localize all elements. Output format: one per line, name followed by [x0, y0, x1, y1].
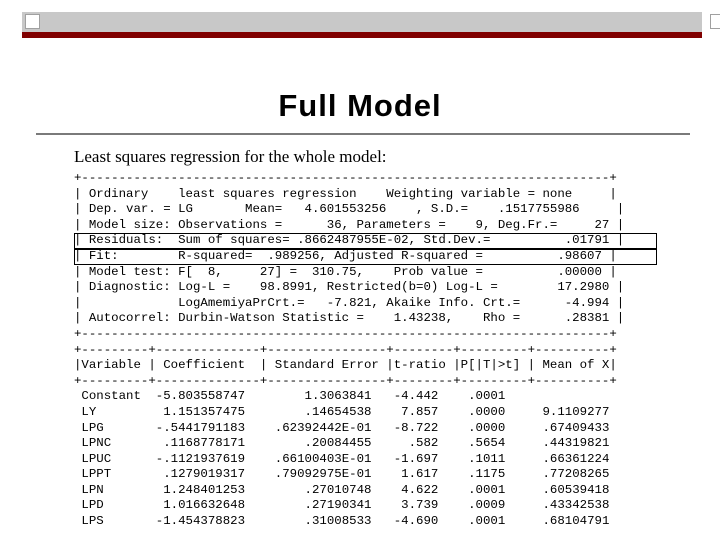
cell-t-ratio: 7.857	[371, 404, 439, 419]
header-line: | Dep. var. = LG Mean= 4.601553256 , S.D.= .1517755986 |	[74, 202, 625, 217]
cell-variable: LPS	[74, 514, 149, 529]
table-row	[74, 389, 624, 405]
header-line: | Ordinary least squares regression Weighting variable = none |	[74, 186, 617, 201]
cell-p-value: .0009	[438, 498, 506, 513]
cell-coefficient: .1279019317	[148, 467, 246, 482]
cell-variable: LPNC	[74, 436, 149, 451]
cell-variable: Constant	[74, 389, 149, 404]
table-row	[74, 452, 624, 468]
coefficient-rows	[74, 389, 624, 529]
cell-standard-error: .66100403E-01	[245, 451, 372, 466]
output-subtitle: Least squares regression for the whole model:	[74, 147, 387, 166]
cell-variable: LPD	[74, 498, 149, 513]
cell-mean-of-x: .67409433	[505, 420, 610, 435]
cell-standard-error: .20084455	[245, 436, 372, 451]
cell-coefficient: 1.248401253	[148, 482, 246, 497]
table-row	[74, 498, 624, 514]
cell-t-ratio: -4.442	[371, 389, 439, 404]
table-header-line: |Variable | Coefficient | Standard Error |t-ratio |P[|T|>t] | Mean of X|	[74, 358, 617, 373]
slide-title: Full Model	[278, 88, 442, 123]
cell-variable: LPG	[74, 420, 149, 435]
table-border-line: +---------+--------------+----------------+--------+---------+----------+	[74, 373, 617, 388]
cell-standard-error: .62392442E-01	[245, 420, 372, 435]
cell-coefficient: -.1121937619	[148, 451, 246, 466]
header-line: +-----------------------------------------------------------------------+	[74, 171, 617, 185]
corner-square-right-1	[710, 14, 720, 29]
table-row	[74, 514, 624, 530]
cell-t-ratio: 1.617	[371, 467, 439, 482]
cell-standard-error: .79092975E-01	[245, 467, 372, 482]
cell-p-value: .0001	[438, 389, 506, 404]
cell-p-value: .5654	[438, 436, 506, 451]
cell-t-ratio: .582	[371, 436, 439, 451]
cell-standard-error: .27010748	[245, 482, 372, 497]
cell-standard-error: .31008533	[245, 514, 372, 529]
cell-p-value: .0000	[438, 404, 506, 419]
cell-standard-error: .14654538	[245, 404, 372, 419]
header-line: | Autocorrel: Durbin-Watson Statistic = 1.43238, Rho = .28381 |	[74, 311, 625, 326]
header-line: | Model test: F[ 8, 27] = 310.75, Prob value = .00000 |	[74, 264, 617, 279]
cell-standard-error: .27190341	[245, 498, 372, 513]
cell-variable: LPN	[74, 482, 149, 497]
table-row	[74, 483, 624, 499]
cell-t-ratio: 3.739	[371, 498, 439, 513]
cell-coefficient: -5.803558747	[148, 389, 246, 404]
fit-highlight-box	[74, 248, 657, 265]
header-line-fit: | Fit: R-squared= .989256, Adjusted R-squared = .98607 |	[74, 248, 617, 263]
top-grey-band	[22, 12, 702, 32]
table-row	[74, 467, 624, 483]
slide-top-bar	[22, 12, 702, 40]
table-border-line: +---------+--------------+----------------+--------+---------+----------+	[74, 342, 617, 357]
cell-coefficient: -.5441791183	[148, 420, 246, 435]
header-line: +-----------------------------------------------------------------------+	[74, 326, 617, 341]
header-line-residuals: | Residuals: Sum of squares= .8662487955E-02, Std.Dev.= .01791 |	[74, 233, 625, 248]
cell-mean-of-x	[505, 389, 609, 403]
cell-variable: LPUC	[74, 451, 149, 466]
header-line: | Diagnostic: Log-L = 98.8991, Restricted(b=0) Log-L = 17.2980 |	[74, 280, 625, 295]
cell-t-ratio: -8.722	[371, 420, 439, 435]
cell-variable: LPPT	[74, 467, 149, 482]
header-line: | Model size: Observations = 36, Parameters = 9, Deg.Fr.= 27 |	[74, 217, 625, 232]
table-row	[74, 436, 624, 452]
cell-mean-of-x: .68104791	[505, 514, 610, 529]
cell-mean-of-x: 9.1109277	[505, 404, 610, 419]
cell-t-ratio: -1.697	[371, 451, 439, 466]
cell-mean-of-x: .60539418	[505, 482, 610, 497]
corner-square-left	[25, 14, 40, 29]
cell-variable: LY	[74, 404, 149, 419]
cell-standard-error: 1.3063841	[245, 389, 372, 404]
header-line: | LogAmemiyaPrCrt.= -7.821, Akaike Info. Crt.= -4.994 |	[74, 295, 625, 310]
table-row	[74, 405, 624, 421]
cell-mean-of-x: .43342538	[505, 498, 610, 513]
cell-t-ratio: -4.690	[371, 514, 439, 529]
table-row	[74, 421, 624, 437]
cell-coefficient: .1168778171	[148, 436, 246, 451]
cell-coefficient: -1.454378823	[148, 514, 246, 529]
top-maroon-rule	[22, 32, 702, 38]
cell-p-value: .1011	[438, 451, 506, 466]
cell-p-value: .0001	[438, 482, 506, 497]
cell-p-value: .1175	[438, 467, 506, 482]
regression-output	[74, 171, 624, 530]
cell-coefficient: 1.016632648	[148, 498, 246, 513]
cell-p-value: .0001	[438, 514, 506, 529]
cell-p-value: .0000	[438, 420, 506, 435]
cell-mean-of-x: .77208265	[505, 467, 610, 482]
cell-t-ratio: 4.622	[371, 482, 439, 497]
title-underline	[36, 133, 690, 135]
cell-coefficient: 1.151357475	[148, 404, 246, 419]
cell-mean-of-x: .66361224	[505, 451, 610, 466]
cell-mean-of-x: .44319821	[505, 436, 610, 451]
